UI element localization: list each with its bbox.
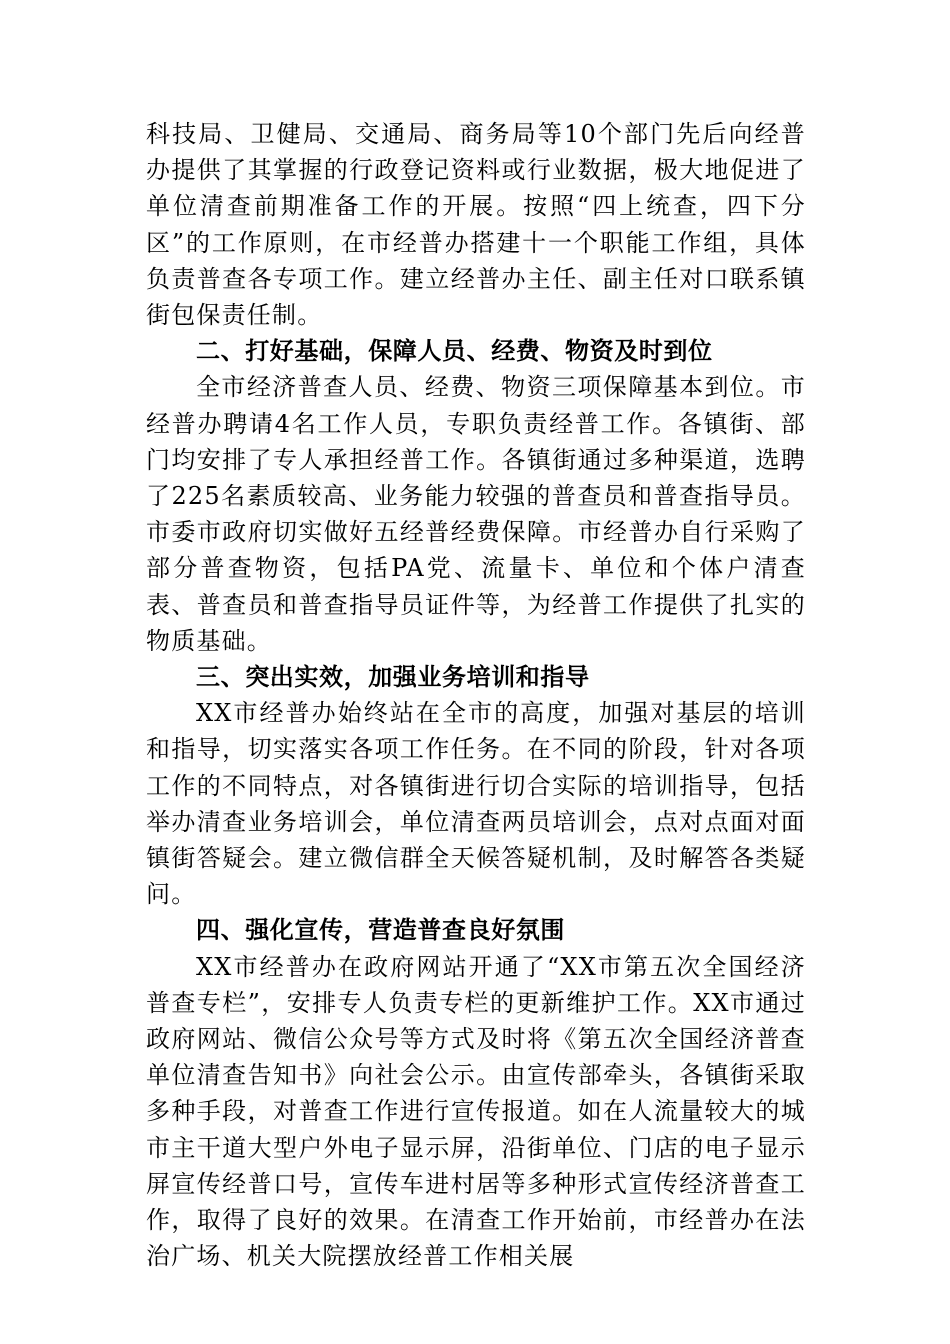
body-paragraph-1: 科技局、卫健局、交通局、商务局等10个部门先后向经普办提供了其掌握的行政登记资料或行业数据，极大地促进了单位清查前期准备工作的开展。按照“四上统查，四下分区”的工作原则，在市经普办搭建十一个职能工作组，具体负责普查各专项工作。建立经普办主任、副主任对口联系镇街包保责任制。 [146, 120, 806, 330]
section-heading-4: 四、强化宣传，营造普查良好氛围 [196, 916, 565, 945]
body-paragraph-4: XX市经普办在政府网站开通了“XX市第五次全国经济普查专栏”，安排专人负责专栏的更新维护工作。XX市通过政府网站、微信公众号等方式及时将《第五次全国经济普查单位清查告知书》向社会公示。由宣传部牵头，各镇街采取多种手段，对普查工作进行宣传报道。如在人流量较大的城市主干道大型户外电子显示屏，沿街单位、门店的电子显示屏宣传经普口号，宣传车进村居等多种形式宣传经济普查工作，取得了良好的效果。在清查工作开始前，市经普办在法治广场、机关大院摆放经普工作相关展 [146, 952, 806, 1271]
body-paragraph-3: XX市经普办始终站在全市的高度，加强对基层的培训和指导，切实落实各项工作任务。在不同的阶段，针对各项工作的不同特点，对各镇街进行切合实际的培训指导，包括举办清查业务培训会，单位清查两员培训会，点对点面对面镇街答疑会。建立微信群全天候答疑机制，及时解答各类疑问。 [146, 699, 806, 909]
section-heading-2: 二、打好基础，保障人员、经费、物资及时到位 [196, 337, 713, 366]
body-paragraph-2: 全市经济普查人员、经费、物资三项保障基本到位。市经普办聘请4名工作人员，专职负责经普工作。各镇街、部门均安排了专人承担经普工作。各镇街通过多种渠道，选聘了225名素质较高、业务能力较强的普查员和普查指导员。市委市政府切实做好五经普经费保障。市经普办自行采购了部分普查物资，包括PA党、流量卡、单位和个体户清查表、普查员和普查指导员证件等，为经普工作提供了扎实的物质基础。 [146, 373, 806, 655]
document-page [146, 116, 806, 1275]
section-heading-3: 三、突出实效，加强业务培训和指导 [196, 663, 590, 692]
